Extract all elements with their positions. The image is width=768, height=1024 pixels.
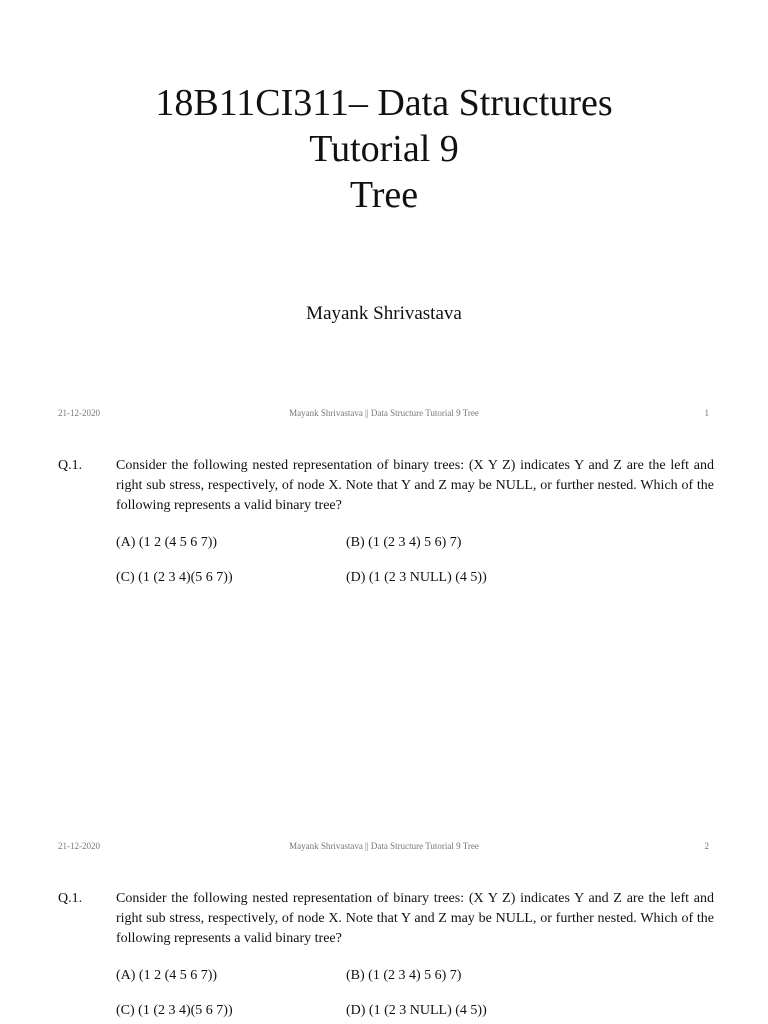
slide-title <box>0 80 768 218</box>
question-text: Consider the following nested representation of binary trees: (X Y Z) indicates Y and Z are the left and right sub stress, respectively, of node X. Note that Y and Z may be NULL, or further nested. Which of the following represents a valid binary tree? <box>116 891 714 946</box>
option-c: (C) (1 (2 3 4)(5 6 7)) <box>116 570 233 585</box>
author-name: Mayank Shrivastava <box>306 303 462 324</box>
option-d: (D) (1 (2 3 NULL) (4 5)) <box>346 570 487 585</box>
title-line-tutorial: Tutorial 9 <box>309 128 459 170</box>
footer-page-number: 2 <box>704 841 709 851</box>
option-c: (C) (1 (2 3 4)(5 6 7)) <box>116 1003 233 1018</box>
slide-footer <box>0 839 768 853</box>
option-a: (A) (1 2 (4 5 6 7)) <box>116 968 218 983</box>
question-number: Q.1. <box>58 891 83 906</box>
question-block <box>0 889 768 1024</box>
footer-caption: Mayank Shrivastava || Data Structure Tutorial 9 Tree <box>289 408 479 418</box>
title-slide <box>0 0 768 430</box>
option-a: (A) (1 2 (4 5 6 7)) <box>116 535 218 550</box>
title-line-course: 18B11CI311– Data Structures <box>155 82 613 124</box>
option-d: (D) (1 (2 3 NULL) (4 5)) <box>346 1003 487 1018</box>
slide-footer <box>0 406 768 420</box>
footer-page-number: 1 <box>704 408 709 418</box>
question-text: Consider the following nested representation of binary trees: (X Y Z) indicates Y and Z are the left and right sub stress, respectively, of node X. Note that Y and Z may be NULL, or further nested. Which of the following represents a valid binary tree? <box>116 458 714 513</box>
footer-date: 21-12-2020 <box>58 408 100 418</box>
title-line-topic: Tree <box>349 174 419 216</box>
question-block <box>0 456 768 596</box>
option-b: (B) (1 (2 3 4) 5 6) 7) <box>346 535 462 550</box>
option-b: (B) (1 (2 3 4) 5 6) 7) <box>346 968 462 983</box>
question-number: Q.1. <box>58 458 83 473</box>
footer-caption: Mayank Shrivastava || Data Structure Tutorial 9 Tree <box>289 841 479 851</box>
footer-date: 21-12-2020 <box>58 841 100 851</box>
